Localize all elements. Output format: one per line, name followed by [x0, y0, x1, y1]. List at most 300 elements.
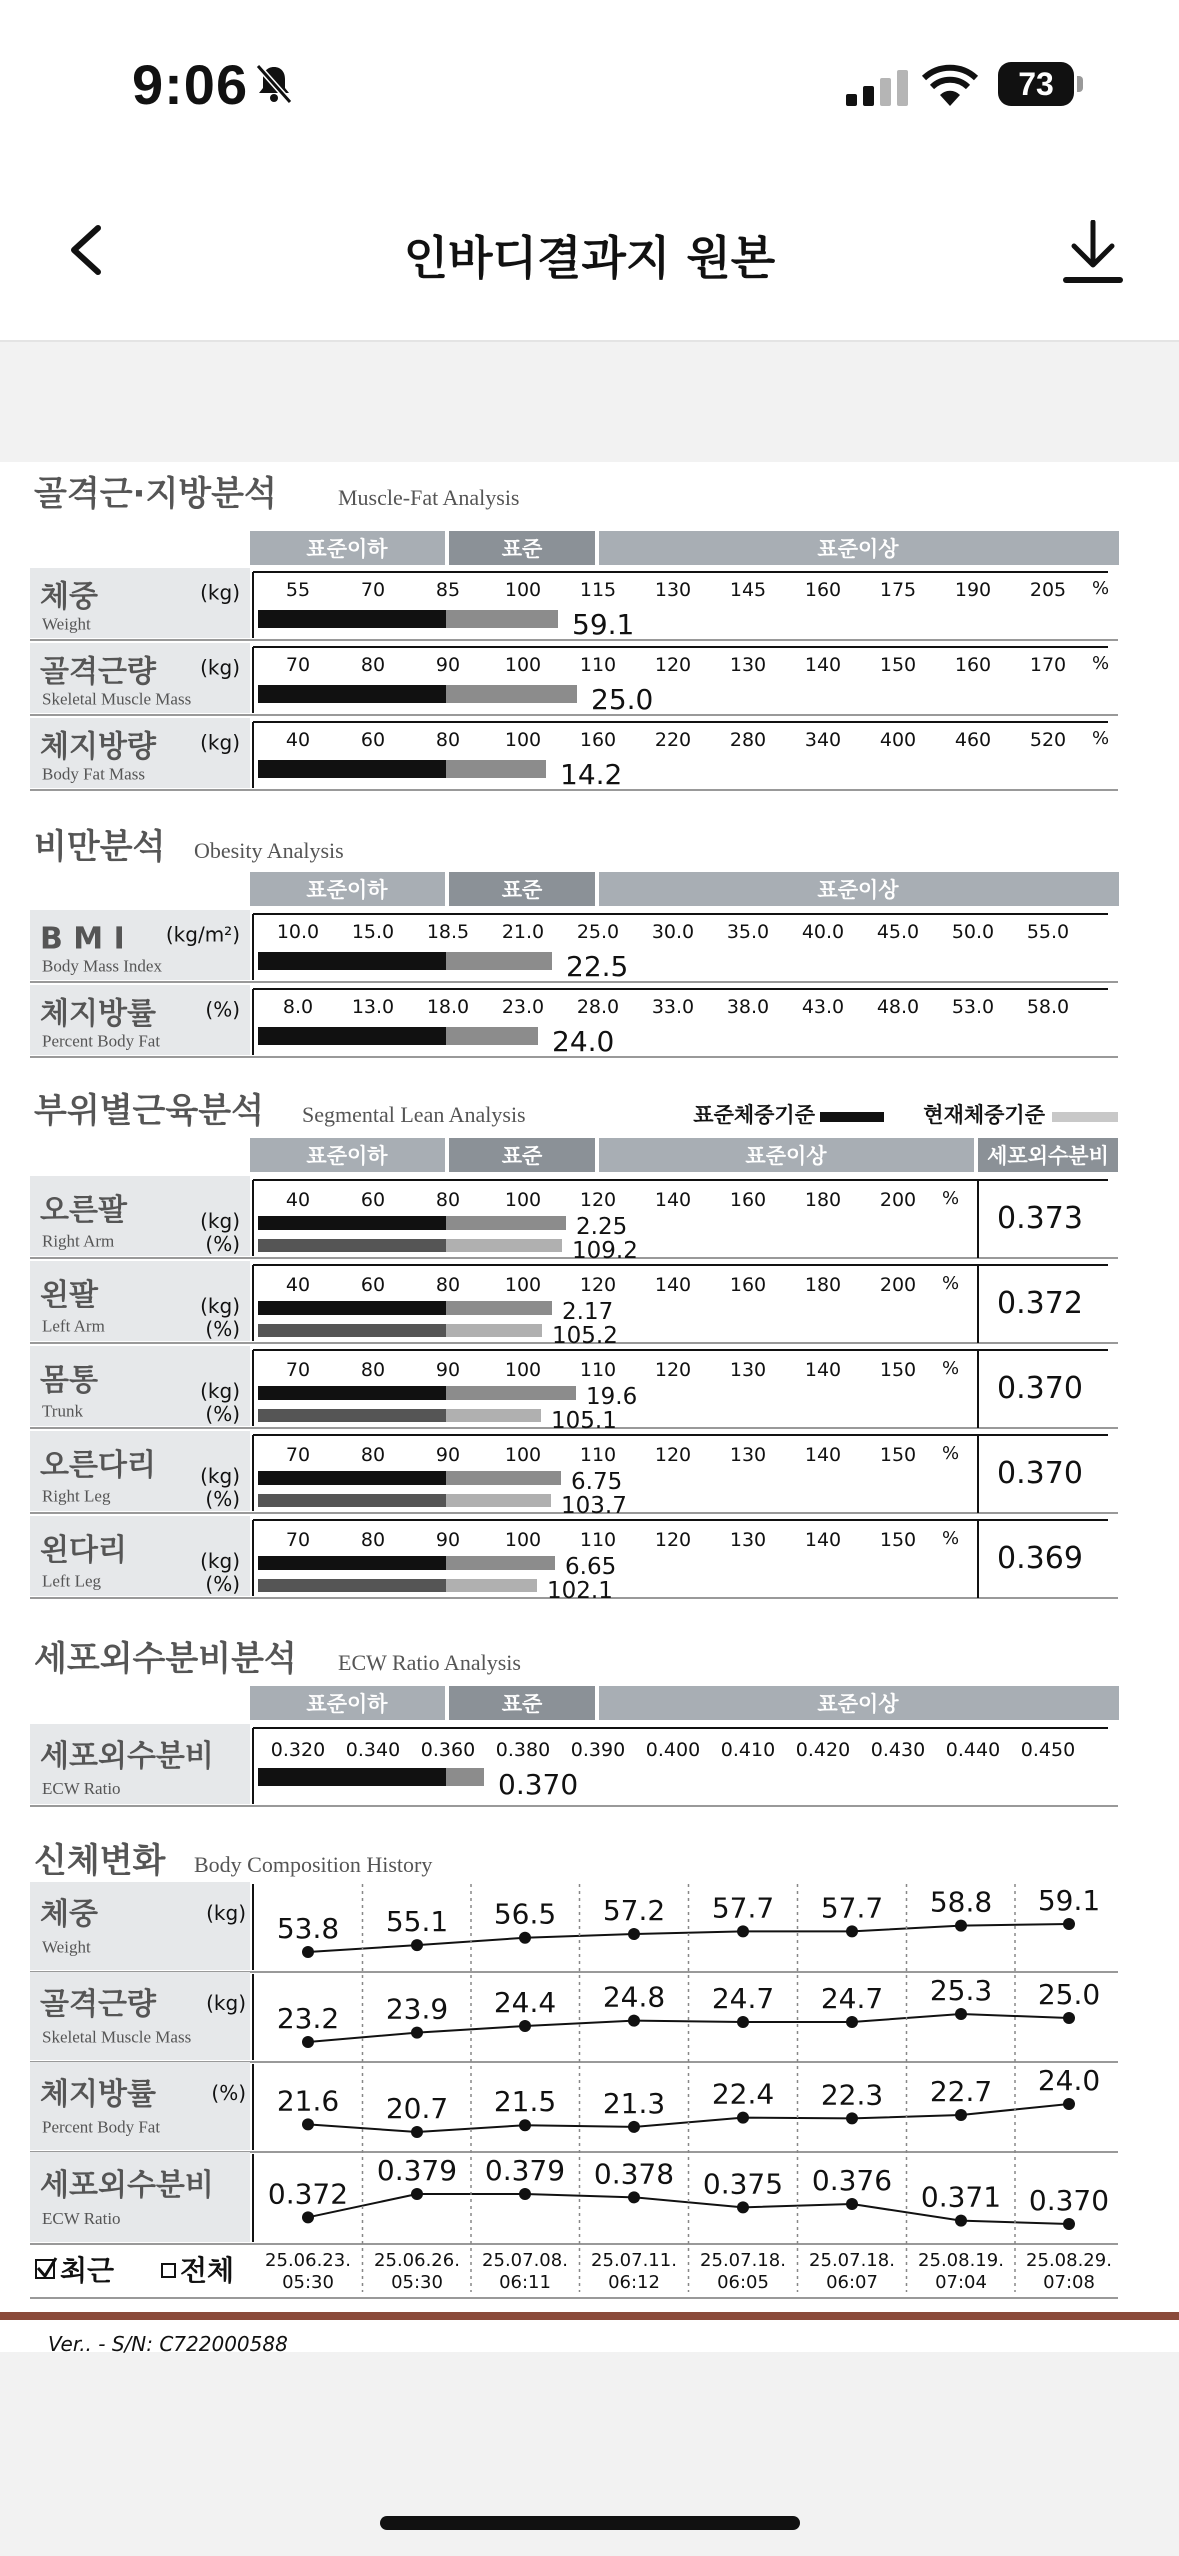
tick-label: 140	[804, 1444, 842, 1466]
section-title-hist: 신체변화	[34, 1841, 166, 1881]
row-label-ko: 오른팔	[40, 1193, 127, 1228]
tick-label: 80	[360, 1444, 386, 1466]
history-date: 25.06.23.	[265, 2250, 351, 2271]
history-point	[519, 2020, 531, 2032]
band-above-label: 표준이상	[817, 1692, 899, 1716]
row-unit: (kg/m²)	[165, 922, 240, 947]
row-label-ko: 체중	[40, 1897, 98, 1933]
band-below-label: 표준이하	[306, 1144, 388, 1168]
cell-signal-icon	[846, 70, 910, 106]
history-point	[737, 2112, 749, 2124]
tick-label: 0.400	[645, 1739, 701, 1761]
band-standard-label: 표준	[501, 1144, 543, 1168]
section-title-ecw: 세포외수분비분석	[34, 1639, 297, 1679]
tick-label: 90	[435, 1444, 461, 1466]
bar-standard-range	[258, 952, 446, 970]
bar-pct-over	[446, 1579, 537, 1592]
tick-label: 150	[879, 1529, 917, 1551]
bar-kg-value: 2.25	[576, 1214, 628, 1240]
tick-label: 175	[879, 579, 917, 601]
row-label-en: Left Leg	[42, 1571, 101, 1591]
tick-percent: %	[1092, 578, 1110, 599]
home-indicator	[380, 2516, 800, 2530]
history-value: 22.3	[820, 2078, 884, 2112]
battery-tip	[1077, 76, 1083, 92]
history-value: 0.379	[484, 2154, 566, 2187]
history-value: 0.376	[811, 2164, 893, 2197]
row-label-en: Body Mass Index	[42, 956, 162, 976]
tick-label: 340	[804, 729, 842, 751]
row-label-ko: 세포외수분비	[40, 1739, 214, 1774]
tick-label: 160	[729, 1189, 767, 1211]
bar-pct-value: 105.2	[552, 1323, 618, 1349]
download-icon[interactable]	[1062, 220, 1124, 284]
filter-recent-label: 최근	[60, 2254, 115, 2287]
row-label-en: Body Fat Mass	[42, 764, 145, 784]
tick-label: 50.0	[951, 921, 995, 943]
legend-standard-swatch	[820, 1112, 884, 1122]
tick-label: 90	[435, 1359, 461, 1381]
bar-over-range	[446, 1768, 484, 1786]
row-label-ko: 골격근량	[40, 654, 156, 690]
tick-label: 120	[654, 1359, 692, 1381]
segment-ecw-value: 0.370	[997, 1456, 1083, 1491]
row-unit-pct: (%)	[205, 1402, 240, 1426]
tick-label: 10.0	[276, 921, 320, 943]
tick-label: 23.0	[501, 996, 545, 1018]
bar-pct-standard	[258, 1239, 446, 1252]
tick-label: 400	[879, 729, 917, 751]
battery-icon	[998, 62, 1074, 106]
battery-level: 73	[1018, 66, 1054, 102]
history-date: 25.07.08.	[482, 2250, 568, 2271]
section-title-ob: 비만분석	[34, 827, 166, 867]
tick-percent: %	[942, 1528, 960, 1549]
history-point	[955, 2008, 967, 2020]
tick-percent: %	[1092, 653, 1110, 674]
history-date: 25.07.18.	[809, 2250, 895, 2271]
row-unit: (%)	[205, 997, 240, 1022]
history-point	[1063, 1918, 1075, 1930]
tick-label: 0.380	[495, 1739, 551, 1761]
legend-current-swatch	[1052, 1112, 1118, 1122]
tick-label: 40	[285, 1189, 311, 1211]
segment-ecw-value: 0.370	[997, 1371, 1083, 1406]
row-unit: (kg)	[206, 1901, 246, 1925]
row-label-ko: 몸통	[40, 1363, 98, 1398]
history-value: 57.7	[820, 1891, 884, 1925]
row-unit: (kg)	[200, 655, 240, 680]
bar-pct-value: 109.2	[572, 1238, 638, 1264]
history-value: 55.1	[385, 1905, 449, 1939]
tick-label: 0.440	[945, 1739, 1001, 1761]
bar-over-range	[446, 1027, 538, 1045]
tick-label: 120	[579, 1189, 617, 1211]
row-label-ko: 오른다리	[40, 1448, 156, 1483]
history-date: 25.07.11.	[591, 2250, 677, 2271]
tick-label: 160	[729, 1274, 767, 1296]
bar-pct-standard	[258, 1579, 446, 1592]
tick-label: 100	[504, 1274, 542, 1296]
tick-label: 110	[579, 1529, 617, 1551]
band-above-label: 표준이상	[745, 1144, 827, 1168]
band-standard-label: 표준	[501, 878, 543, 902]
tick-label: 40.0	[801, 921, 845, 943]
tick-label: 30.0	[651, 921, 695, 943]
row-unit-kg: (kg)	[200, 1464, 240, 1488]
tick-label: 0.430	[870, 1739, 926, 1761]
history-point	[411, 2027, 423, 2039]
tick-label: 110	[579, 1444, 617, 1466]
history-value: 21.3	[602, 2086, 666, 2120]
band-above-label: 표준이상	[817, 878, 899, 902]
tick-label: 70	[285, 1444, 311, 1466]
tick-label: 60	[360, 729, 386, 751]
row-unit-kg: (kg)	[200, 1294, 240, 1318]
row-unit-kg: (kg)	[200, 1549, 240, 1573]
tick-label: 35.0	[726, 921, 770, 943]
tick-label: 100	[504, 729, 542, 751]
history-point	[302, 2118, 314, 2130]
bar-kg-value: 6.75	[571, 1469, 623, 1495]
tick-label: 150	[879, 1359, 917, 1381]
tick-label: 60	[360, 1189, 386, 1211]
row-label-en: Weight	[42, 1937, 91, 1957]
tick-label: 160	[804, 579, 842, 601]
legend-standard-label: 표준체중기준	[693, 1103, 815, 1127]
tick-label: 150	[879, 654, 917, 676]
tick-label: 110	[579, 654, 617, 676]
tick-label: 58.0	[1026, 996, 1070, 1018]
bar-pct-over	[446, 1239, 562, 1252]
tick-label: 70	[285, 1359, 311, 1381]
tick-label: 205	[1029, 579, 1067, 601]
bar-pct-value: 105.1	[551, 1408, 617, 1434]
section-title-seg: 부위별근육분석	[34, 1091, 264, 1131]
tick-label: 180	[804, 1189, 842, 1211]
bar-kg-over	[446, 1386, 576, 1400]
tick-label: 190	[954, 579, 992, 601]
history-point	[737, 2016, 749, 2028]
history-point	[1063, 2012, 1075, 2024]
tick-label: 43.0	[801, 996, 845, 1018]
history-value: 0.379	[376, 2154, 458, 2187]
history-date: 25.08.29.	[1026, 2250, 1112, 2271]
tick-label: 18.5	[426, 921, 470, 943]
row-label-en: Right Arm	[42, 1231, 115, 1251]
row-unit-pct: (%)	[205, 1232, 240, 1256]
history-date: 25.08.19.	[918, 2250, 1004, 2271]
tick-label: 80	[435, 1189, 461, 1211]
section-subtitle-seg: Segmental Lean Analysis	[302, 1102, 526, 1127]
tick-label: 130	[654, 579, 692, 601]
history-value: 21.6	[276, 2084, 340, 2118]
band-below-label: 표준이하	[306, 878, 388, 902]
tick-label: 40	[285, 729, 311, 751]
history-point	[846, 1925, 858, 1937]
history-value: 23.9	[385, 1992, 449, 2026]
history-point	[628, 2121, 640, 2133]
bar-pct-standard	[258, 1494, 446, 1507]
row-label-ko: 체중	[40, 579, 98, 615]
section-subtitle-ecw: ECW Ratio Analysis	[338, 1650, 521, 1675]
bar-kg-value: 19.6	[586, 1384, 638, 1410]
history-value: 0.371	[920, 2180, 1002, 2214]
bar-standard-range	[258, 685, 446, 703]
history-value: 0.372	[267, 2177, 349, 2211]
footer-divider	[0, 2312, 1179, 2320]
bar-kg-over	[446, 1301, 552, 1315]
history-point	[519, 1932, 531, 1944]
history-value: 0.370	[1028, 2184, 1110, 2217]
history-time: 07:08	[1043, 2272, 1095, 2293]
tick-label: 140	[654, 1274, 692, 1296]
bar-pct-value: 102.1	[547, 1578, 613, 1604]
tick-label: 150	[879, 1444, 917, 1466]
tick-label: 120	[654, 654, 692, 676]
tick-label: 0.360	[420, 1739, 476, 1761]
tick-label: 53.0	[951, 996, 995, 1018]
tick-label: 100	[504, 579, 542, 601]
bar-kg-over	[446, 1556, 555, 1570]
history-point	[955, 2109, 967, 2121]
history-point	[519, 2119, 531, 2131]
row-label-ko: 체지방률	[40, 2077, 156, 2113]
bar-kg-standard	[258, 1556, 446, 1570]
tick-label: 280	[729, 729, 767, 751]
history-value: 24.4	[493, 1986, 557, 2019]
tick-label: 130	[729, 1529, 767, 1551]
tick-label: 0.420	[795, 1739, 851, 1761]
tick-label: 28.0	[576, 996, 620, 1018]
bar-kg-standard	[258, 1386, 446, 1400]
band-blank	[30, 531, 250, 565]
history-point	[302, 2211, 314, 2223]
tick-label: 220	[654, 729, 692, 751]
tick-label: 55	[285, 579, 311, 601]
page-title: 인바디결과지 원본	[403, 231, 776, 285]
filter-all-label: 전체	[180, 2254, 235, 2287]
tick-label: 0.450	[1020, 1739, 1076, 1761]
row-label-en: Left Arm	[42, 1316, 105, 1336]
legend-current-label: 현재체중기준	[923, 1103, 1045, 1127]
history-point	[737, 2201, 749, 2213]
bar-pct-over	[446, 1409, 541, 1422]
tick-percent: %	[942, 1188, 960, 1209]
history-time: 06:05	[717, 2272, 769, 2293]
tick-label: 140	[804, 654, 842, 676]
history-point	[737, 1925, 749, 1937]
row-unit-pct: (%)	[205, 1572, 240, 1596]
bar-kg-value: 2.17	[562, 1299, 614, 1325]
row-unit: (kg)	[200, 730, 240, 755]
history-value: 25.3	[929, 1974, 993, 2007]
band-above-label: 표준이상	[817, 537, 899, 561]
history-value: 25.0	[1037, 1978, 1101, 2011]
row-unit: (kg)	[200, 580, 240, 605]
history-point	[1063, 2218, 1075, 2230]
section-title-mfa: 골격근·지방분석	[34, 474, 277, 514]
row-label-en: Skeletal Muscle Mass	[42, 689, 192, 709]
bar-kg-standard	[258, 1216, 446, 1230]
history-value: 24.0	[1037, 2064, 1101, 2097]
history-point	[302, 1946, 314, 1958]
bar-kg-standard	[258, 1301, 446, 1315]
tick-label: 130	[729, 1444, 767, 1466]
tick-label: 80	[360, 654, 386, 676]
tick-label: 0.410	[720, 1739, 776, 1761]
version-text: Ver.. - S/N: C722000588	[48, 2332, 288, 2356]
tick-label: 0.390	[570, 1739, 626, 1761]
row-label-ko: 왼팔	[40, 1278, 98, 1313]
tick-label: 0.340	[345, 1739, 401, 1761]
band-blank	[30, 1138, 250, 1172]
history-value: 21.5	[493, 2085, 557, 2119]
tick-label: 140	[804, 1359, 842, 1381]
tick-label: 160	[954, 654, 992, 676]
status-bar	[0, 0, 1179, 160]
tick-label: 70	[285, 1529, 311, 1551]
tick-label: 180	[804, 1274, 842, 1296]
bar-value: 14.2	[560, 758, 623, 791]
row-label-ko: 세포외수분비	[40, 2168, 214, 2204]
inbody-report	[0, 462, 1179, 2352]
history-value: 57.7	[711, 1891, 775, 1925]
history-date: 25.07.18.	[700, 2250, 786, 2271]
history-point	[955, 2215, 967, 2227]
history-value: 56.5	[493, 1897, 557, 1931]
bar-value: 0.370	[498, 1768, 579, 1801]
tick-label: 100	[504, 654, 542, 676]
bar-pct-standard	[258, 1409, 446, 1422]
row-unit-kg: (kg)	[200, 1209, 240, 1233]
bar-pct-standard	[258, 1324, 446, 1337]
history-point	[846, 2112, 858, 2124]
history-point	[411, 2126, 423, 2138]
report-canvas	[0, 462, 1179, 2352]
history-value: 20.7	[385, 2092, 449, 2125]
bar-kg-standard	[258, 1471, 446, 1485]
tick-percent: %	[942, 1443, 960, 1464]
history-value: 23.2	[276, 2002, 340, 2035]
nav-bar	[0, 160, 1179, 342]
tick-label: 18.0	[426, 996, 470, 1018]
row-unit: (%)	[211, 2081, 246, 2105]
tick-label: 55.0	[1026, 921, 1070, 943]
row-label-en: Right Leg	[42, 1486, 111, 1506]
section-subtitle-hist: Body Composition History	[194, 1852, 433, 1877]
history-time: 06:11	[499, 2272, 551, 2293]
tick-label: 8.0	[282, 996, 314, 1018]
bar-pct-over	[446, 1324, 542, 1337]
row-label-en: Weight	[42, 614, 91, 634]
tick-label: 140	[654, 1189, 692, 1211]
tick-percent: %	[1092, 728, 1110, 749]
row-label-en: ECW Ratio	[42, 2209, 121, 2228]
tick-label: 100	[504, 1529, 542, 1551]
tick-label: 120	[579, 1274, 617, 1296]
tick-label: 200	[879, 1189, 917, 1211]
history-point	[628, 2015, 640, 2027]
band-blank	[30, 872, 250, 906]
section-subtitle-mfa: Muscle-Fat Analysis	[338, 485, 520, 510]
history-value: 0.378	[593, 2157, 675, 2191]
tick-label: 85	[435, 579, 461, 601]
tick-label: 120	[654, 1529, 692, 1551]
bar-over-range	[446, 952, 552, 970]
tick-label: 90	[435, 654, 461, 676]
tick-label: 130	[729, 1359, 767, 1381]
row-label-ko: 체지방량	[40, 729, 156, 765]
history-date: 25.06.26.	[374, 2250, 460, 2271]
tick-label: 80	[360, 1359, 386, 1381]
row-unit: (kg)	[206, 1991, 246, 2015]
tick-label: 120	[654, 1444, 692, 1466]
bar-value: 24.0	[552, 1025, 615, 1058]
bar-over-range	[446, 685, 577, 703]
bar-over-range	[446, 610, 558, 628]
history-point	[846, 2198, 858, 2210]
tick-label: 0.320	[270, 1739, 326, 1761]
history-value: 59.1	[1037, 1884, 1101, 1917]
history-point	[628, 2191, 640, 2203]
tick-label: 70	[360, 579, 386, 601]
tick-label: 45.0	[876, 921, 920, 943]
segment-ecw-value: 0.373	[997, 1201, 1083, 1236]
history-point	[411, 2188, 423, 2200]
history-point	[846, 2016, 858, 2028]
segment-ecw-value: 0.369	[997, 1541, 1083, 1576]
bar-kg-value: 6.65	[565, 1554, 617, 1580]
bar-standard-range	[258, 760, 446, 778]
bar-pct-over	[446, 1494, 551, 1507]
band-standard-label: 표준	[501, 1692, 543, 1716]
band-below-label: 표준이하	[306, 1692, 388, 1716]
tick-label: 33.0	[651, 996, 695, 1018]
bar-pct-value: 103.7	[561, 1493, 627, 1519]
bar-value: 22.5	[566, 950, 629, 983]
row-label-ko: 골격근량	[40, 1987, 156, 2023]
bar-over-range	[446, 760, 546, 778]
segment-ecw-value: 0.372	[997, 1286, 1083, 1321]
tick-label: 15.0	[351, 921, 395, 943]
tick-label: 140	[804, 1529, 842, 1551]
bell-muted-icon	[252, 62, 296, 106]
tick-label: 90	[435, 1529, 461, 1551]
row-unit-pct: (%)	[205, 1317, 240, 1341]
tick-label: 115	[579, 579, 617, 601]
band-standard-label: 표준	[501, 537, 543, 561]
history-point	[1063, 2098, 1075, 2110]
bar-kg-over	[446, 1471, 561, 1485]
tick-label: 160	[579, 729, 617, 751]
history-value: 57.2	[602, 1894, 666, 1928]
history-time: 05:30	[282, 2272, 334, 2293]
bar-value: 59.1	[572, 608, 635, 641]
bar-standard-range	[258, 1027, 446, 1045]
row-unit-kg: (kg)	[200, 1379, 240, 1403]
history-value: 58.8	[929, 1885, 993, 1919]
row-label-en: Skeletal Muscle Mass	[42, 2027, 192, 2047]
tick-label: 38.0	[726, 996, 770, 1018]
tick-label: 80	[435, 1274, 461, 1296]
history-point	[302, 2036, 314, 2048]
tick-label: 60	[360, 1274, 386, 1296]
tick-label: 13.0	[351, 996, 395, 1018]
history-point	[955, 1920, 967, 1932]
tick-label: 48.0	[876, 996, 920, 1018]
tick-label: 460	[954, 729, 992, 751]
